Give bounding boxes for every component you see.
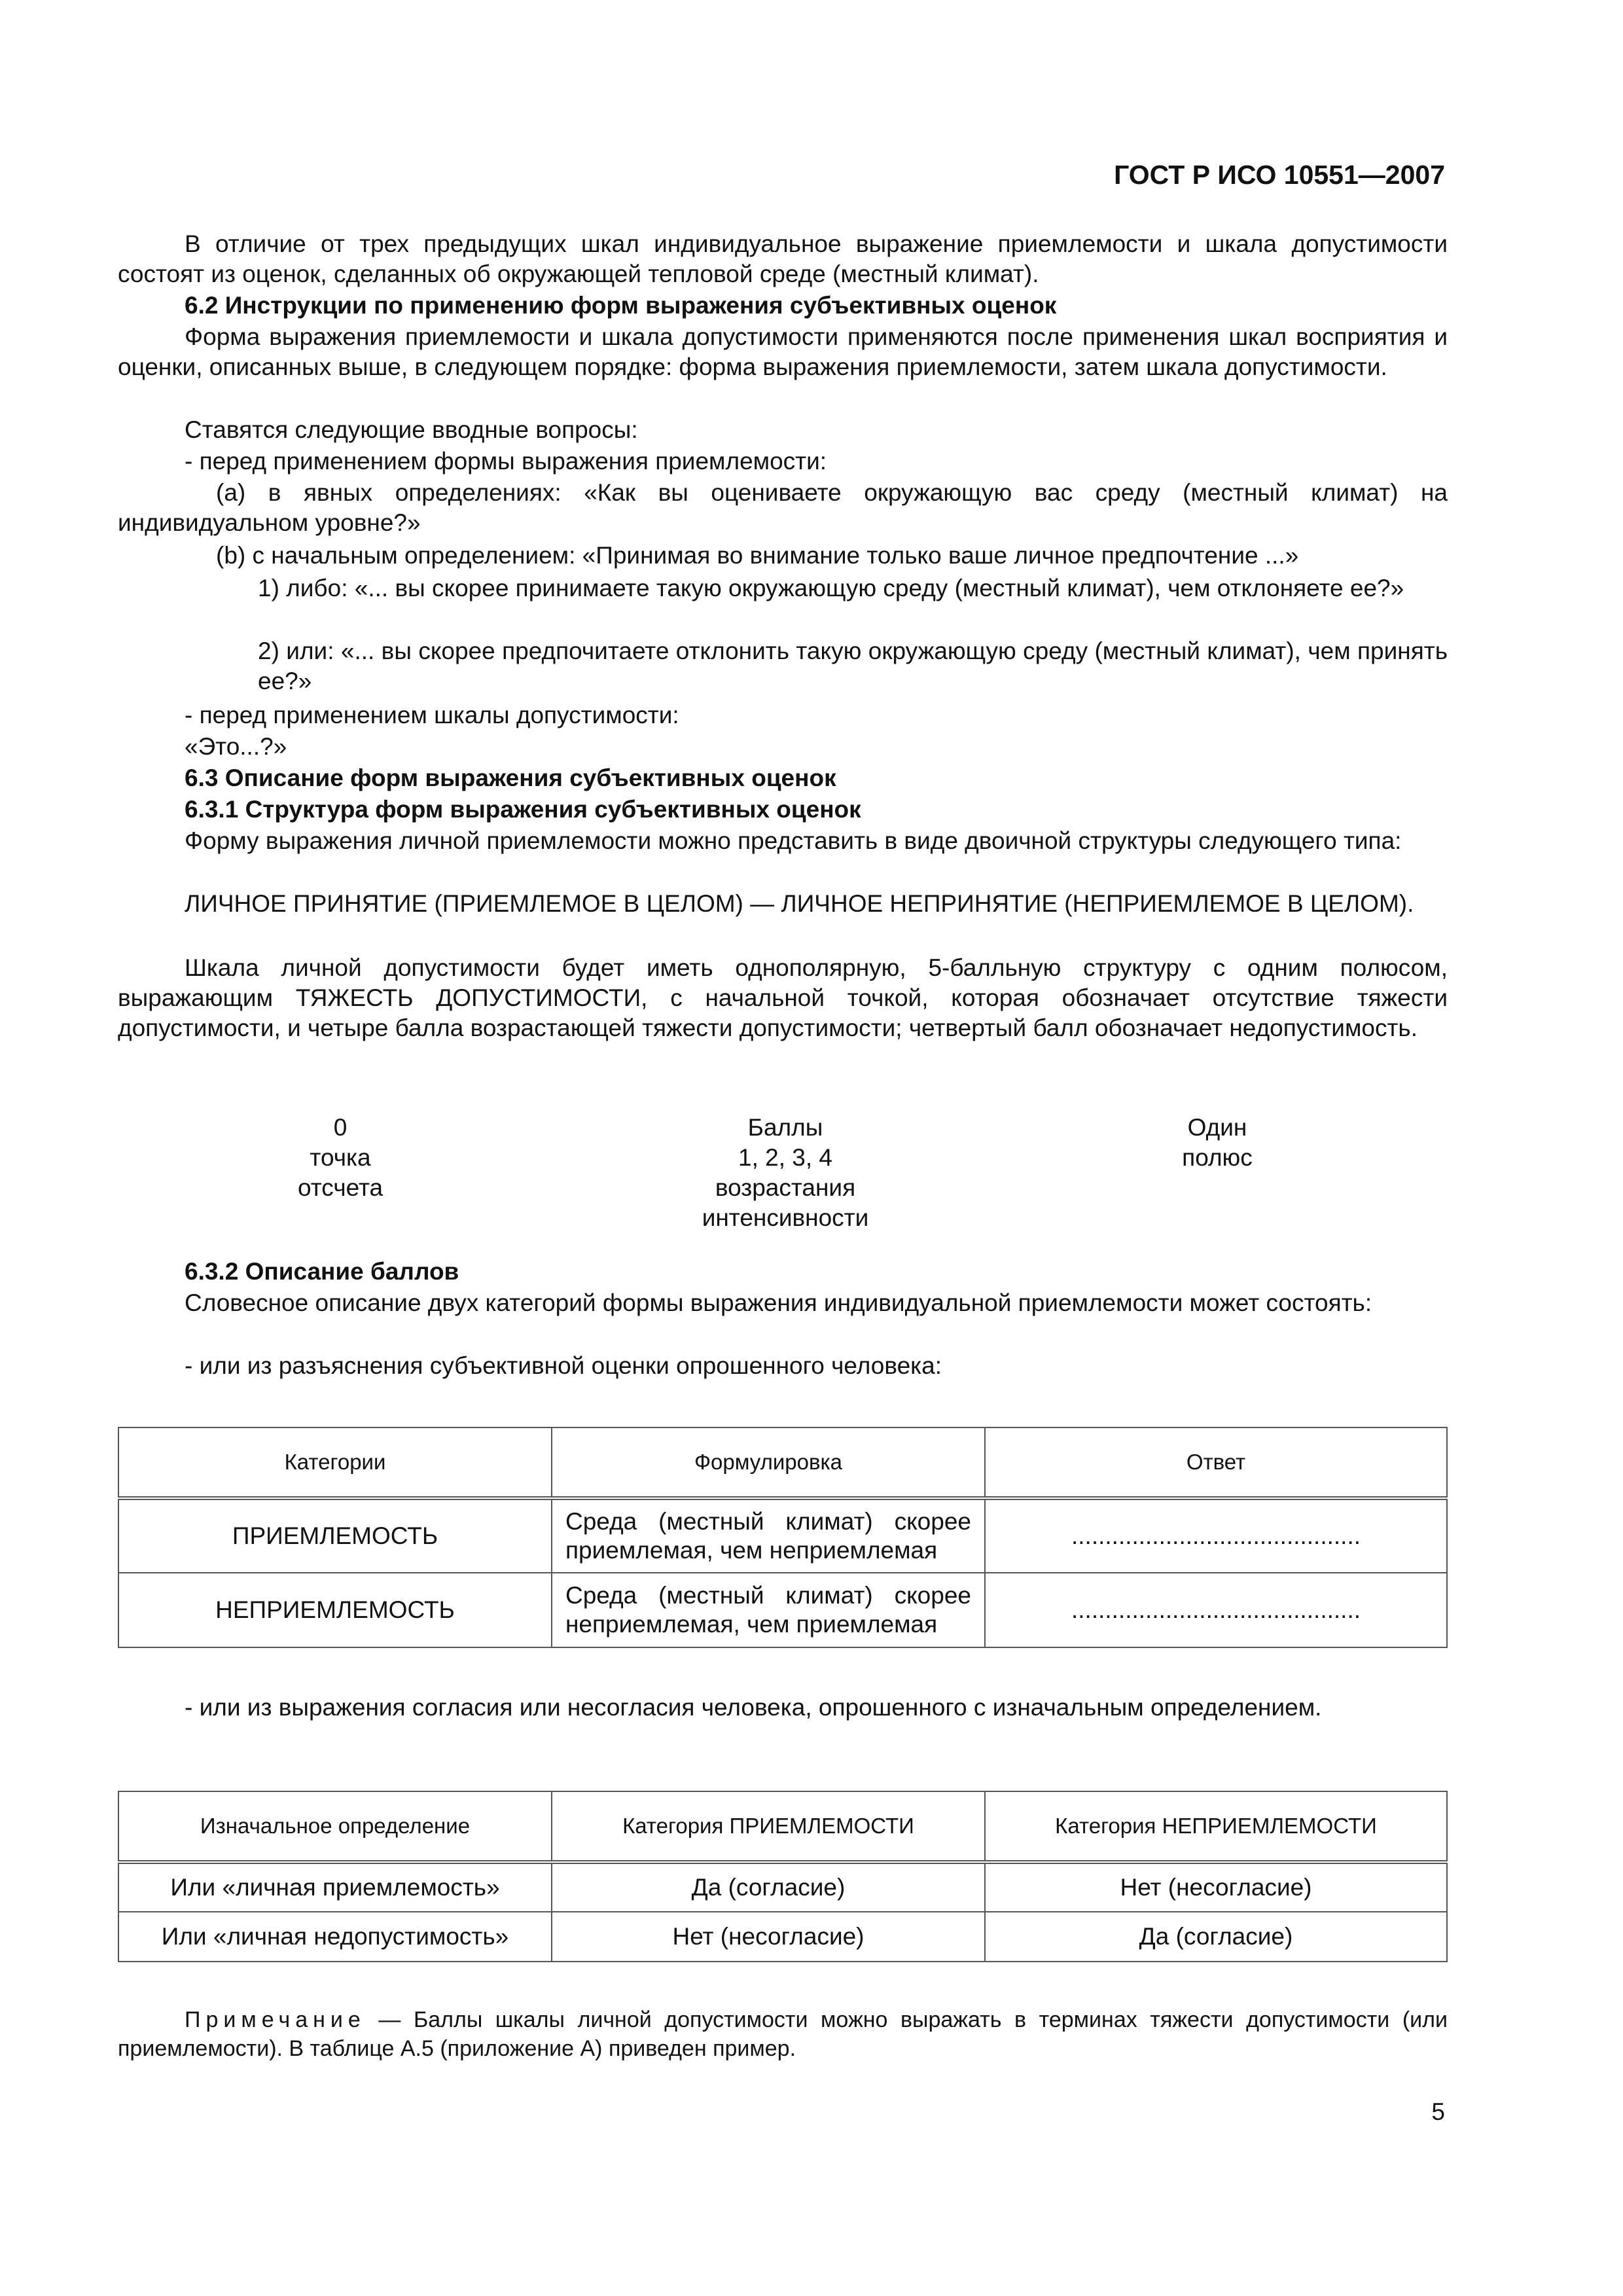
list-item-agreement: - или из выражения согласия или несогласия человека, опрошенного с изначальным определением.: [185, 1694, 1322, 1721]
list-item-explanation: - или из разъяснения субъективной оценки опрошенного человека:: [185, 1352, 942, 1379]
table1-header-wording: Формулировка: [552, 1427, 985, 1498]
table-row: Или «личная приемлемость» Да (согласие) Нет (несогласие): [118, 1862, 1447, 1912]
scale-pole: Один полюс: [1182, 1114, 1253, 1171]
paragraph-verbal: Словесное описание двух категорий формы выражения индивидуальной приемлемости может состоять:: [185, 1289, 1372, 1316]
table1-header-answer: Ответ: [985, 1427, 1447, 1498]
table-row: Или «личная недопустимость» Нет (несогласие) Да (согласие): [118, 1912, 1447, 1962]
list-item-a: (а) в явных определениях: «Как вы оцениваете окружающую вас среду (местный климат) на индивидуальном уровне?»: [118, 479, 1448, 536]
paragraph-intro: В отличие от трех предыдущих шкал индивидуальное выражение приемлемости и шкала допустимости состоят из оценок, сделанных об окружающей тепловой среде (местный климат).: [118, 230, 1448, 287]
list-item-b1: 1) либо: «... вы скорее принимаете такую окружающую среду (местный климат), чем отклоняете ее?»: [258, 575, 1404, 601]
heading-6-3-2: 6.3.2 Описание баллов: [185, 1258, 459, 1285]
paragraph-scale: Шкала личной допустимости будет иметь однополярную, 5-балльную структуру с одним полюсом, выражающим ТЯЖЕСТЬ ДОПУСТИМОСТИ, с начальной точкой, которая обозначает отсутствие тяжести допустимости, и четыре балла возрастающей тяжести допустимости; четвертый балл обозначает недопустимость.: [118, 954, 1448, 1041]
note: [118, 2005, 1448, 2063]
paragraph-order: Форма выражения приемлемости и шкала допустимости применяются после применения шкал восприятия и оценки, описанных выше, в следующем порядке: форма выражения приемлемости, затем шкала допустимости.: [118, 323, 1448, 380]
list-item-tolerance: - перед применением шкалы допустимости:: [185, 702, 679, 728]
paragraph-questions: Ставятся следующие вводные вопросы:: [185, 416, 638, 443]
list-item-acceptability: - перед применением формы выражения приемлемости:: [185, 448, 827, 475]
page-number: 5: [1431, 2098, 1445, 2125]
list-item-b: (b) с начальным определением: «Принимая во внимание только ваше личное предпочтение ...»: [216, 542, 1299, 569]
table2-header-initial: Изначальное определение: [118, 1791, 552, 1862]
answer-field: ...........................................: [985, 1573, 1447, 1647]
heading-6-2: 6.2 Инструкции по применению форм выражения субъективных оценок: [185, 292, 1057, 319]
note-label: Примечание: [185, 2007, 366, 2032]
table-agreement: [118, 1791, 1448, 1962]
heading-6-3: 6.3 Описание форм выражения субъективных оценок: [185, 764, 836, 791]
heading-6-3-1: 6.3.1 Структура форм выражения субъективных оценок: [185, 796, 861, 823]
paragraph-binary-structure: ЛИЧНОЕ ПРИНЯТИЕ (ПРИЕМЛЕМОЕ В ЦЕЛОМ) — ЛИЧНОЕ НЕПРИНЯТИЕ (НЕПРИЕМЛЕМОЕ В ЦЕЛОМ).: [185, 890, 1414, 917]
scale-start-point: 0 точка отсчета: [297, 1114, 383, 1201]
table2-header-unacceptable: Категория НЕПРИЕМЛЕМОСТИ: [985, 1791, 1447, 1862]
list-item-b2: 2) или: «... вы скорее предпочитаете отклонить такую окружающую среду (местный климат), чем принять ее?»: [258, 637, 1448, 694]
answer-field: ...........................................: [985, 1498, 1447, 1573]
table-categories: [118, 1427, 1448, 1648]
question-this: «Это...?»: [185, 733, 287, 760]
table2-header-acceptable: Категория ПРИЕМЛЕМОСТИ: [552, 1791, 985, 1862]
note-text: — Баллы шкалы личной допустимости можно выражать в терминах тяжести допустимости (или приемлемости). В таблице А.5 (приложение А) приведен пример.: [118, 2007, 1448, 2061]
table-row: ПРИЕМЛЕМОСТЬ Среда (местный климат) скорее приемлемая, чем неприемлемая ...........................................: [118, 1498, 1447, 1573]
document-header: ГОСТ Р ИСО 10551—2007: [1114, 160, 1445, 190]
scale-points: Баллы 1, 2, 3, 4 возрастания интенсивности: [702, 1114, 869, 1231]
paragraph-binary: Форму выражения личной приемлемости можно представить в виде двоичной структуры следующего типа:: [185, 827, 1402, 854]
table1-header-categories: Категории: [118, 1427, 552, 1498]
table-row: НЕПРИЕМЛЕМОСТЬ Среда (местный климат) скорее неприемлемая, чем приемлемая ...........................................: [118, 1573, 1447, 1647]
